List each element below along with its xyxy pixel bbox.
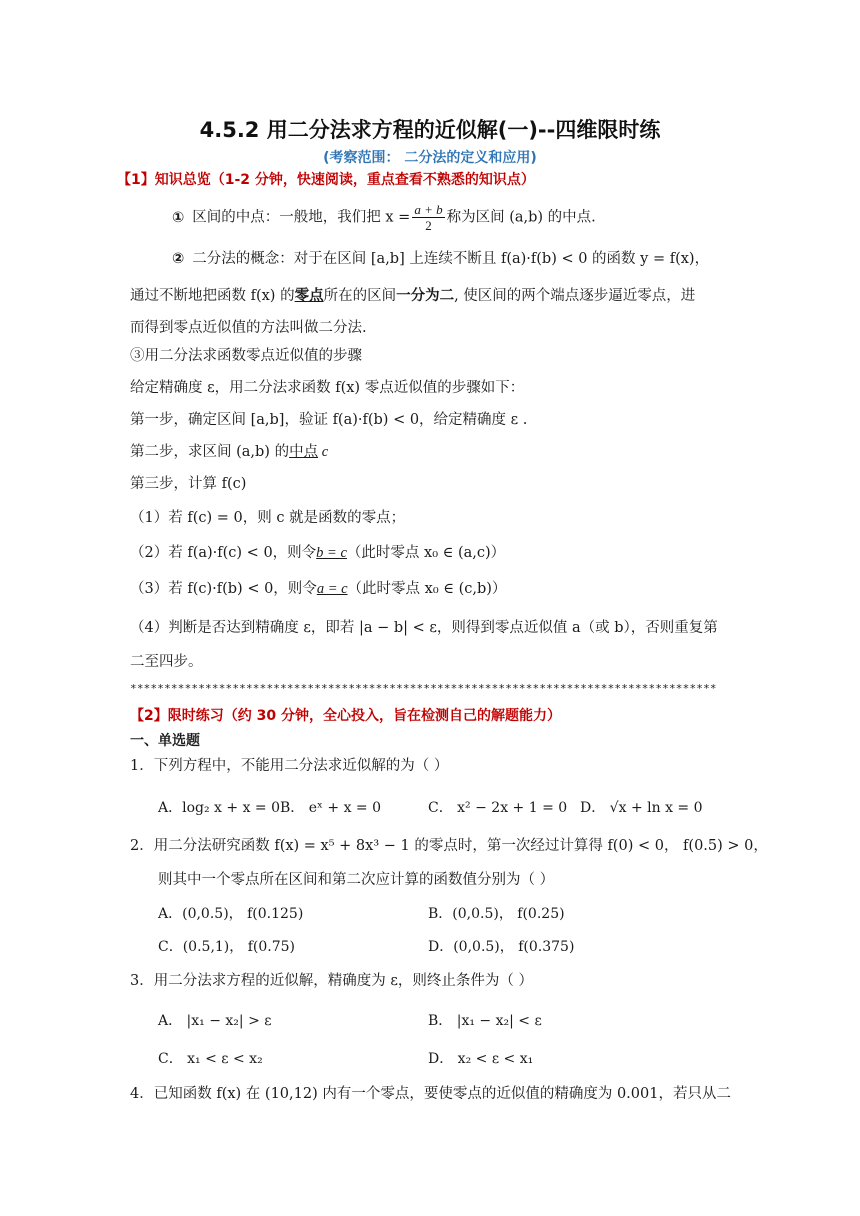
single-choice-heading: 一、单选题 bbox=[130, 733, 200, 749]
text-span: 通过不断地把函数 f(x) 的 bbox=[130, 288, 295, 304]
midpoint-definition bbox=[172, 202, 596, 233]
item-number: ① bbox=[172, 209, 185, 226]
bisection-definition-line1 bbox=[172, 249, 709, 269]
question-2-stem-line2: 则其中一个零点所在区间和第二次应计算的函数值分别为（ ） bbox=[158, 872, 555, 888]
text-span: c bbox=[318, 444, 329, 460]
split-in-two-emphasis: 一分为二 bbox=[396, 288, 455, 304]
q2-option-b: B．(0,0.5)， f(0.25) bbox=[428, 906, 565, 922]
text-span: 第二步，求区间 (a,b) 的 bbox=[130, 444, 290, 460]
midpoint-pre: 区间的中点：一般地，我们把 x = bbox=[192, 209, 411, 226]
case-four-line2: 二至四步。 bbox=[130, 654, 203, 670]
q1-option-a: A．log₂ x + x = 0 bbox=[158, 800, 281, 816]
step-three: 第三步，计算 f(c) bbox=[130, 476, 247, 492]
text-span: , 使区间的两个端点逐步逼近零点，进 bbox=[454, 288, 696, 304]
steps-intro: 给定精确度 ε，用二分法求函数 f(x) 零点近似值的步骤如下： bbox=[130, 380, 525, 396]
midpoint-fraction bbox=[412, 202, 444, 233]
case-two bbox=[130, 543, 505, 563]
step-two bbox=[130, 442, 328, 462]
q1-option-b: B． eˣ + x = 0 bbox=[280, 800, 382, 816]
midpoint-post: 称为区间 (a,b) 的中点. bbox=[446, 209, 596, 226]
bisection-definition-line3: 而得到零点近似值的方法叫做二分法. bbox=[130, 320, 367, 336]
case-four-line1: （4）判断是否达到精确度 ε，即若 |a − b| < ε，则得到零点近似值 a（或 b），否则重复第 bbox=[130, 620, 718, 636]
case-three bbox=[130, 579, 506, 599]
q1-option-c: C． x² − 2x + 1 = 0 bbox=[428, 800, 568, 816]
page-subtitle: (考察范围： 二分法的定义和应用) bbox=[323, 150, 537, 166]
text-span: 所在的区间 bbox=[323, 288, 397, 304]
fraction-denominator: 2 bbox=[425, 218, 432, 233]
q3-option-c: C． x₁ < ε < x₂ bbox=[158, 1051, 263, 1067]
bisection-definition-line2 bbox=[130, 286, 695, 306]
q3-option-d: D． x₂ < ε < x₁ bbox=[428, 1051, 534, 1067]
case-one: （1）若 f(c) = 0，则 c 就是函数的零点； bbox=[130, 510, 406, 526]
text-span: （3）若 f(c)·f(b) < 0，则令 bbox=[130, 581, 317, 597]
text-span: （2）若 f(a)·f(c) < 0，则令 bbox=[130, 545, 317, 561]
q3-option-b: B． |x₁ − x₂| < ε bbox=[428, 1013, 542, 1029]
item-number: ② bbox=[172, 251, 185, 267]
step-one: 第一步，确定区间 [a,b]，验证 f(a)·f(b) < 0，给定精确度 ε . bbox=[130, 412, 528, 428]
question-4-stem: 4．已知函数 f(x) 在 (10,12) 内有一个零点，要使零点的近似值的精确度为 0.001，若只从二 bbox=[130, 1086, 731, 1102]
page-title: 4.5.2 用二分法求方程的近似解(一)--四维限时练 bbox=[199, 118, 661, 142]
section1-heading: 【1】知识总览（1-2 分钟，快速阅读，重点查看不熟悉的知识点） bbox=[117, 172, 535, 188]
question-2-stem-line1: 2．用二分法研究函数 f(x) = x⁵ + 8x³ − 1 的零点时，第一次经过计算得 f(0) < 0， f(0.5) > 0， bbox=[130, 838, 768, 854]
text-span: （此时零点 x₀ ∈ (c,b)） bbox=[347, 581, 507, 597]
zero-point-emphasis: 零点 bbox=[294, 288, 324, 304]
midpoint-underlined: 中点 bbox=[289, 444, 319, 460]
section2-heading: 【2】限时练习（约 30 分钟，全心投入，旨在检测自己的解题能力） bbox=[130, 708, 561, 724]
q2-option-a: A．(0,0.5)， f(0.125) bbox=[158, 906, 304, 922]
steps-title: ③用二分法求函数零点近似值的步骤 bbox=[130, 348, 362, 364]
question-3-stem: 3．用二分法求方程的近似解，精确度为 ε，则终止条件为（ ） bbox=[130, 973, 533, 989]
q2-option-d: D．(0,0.5)， f(0.375) bbox=[428, 939, 575, 955]
separator-stars: ************************************************************************************** bbox=[130, 682, 717, 695]
assign-a-c: a = c bbox=[316, 581, 348, 597]
text-span: （此时零点 x₀ ∈ (a,c)） bbox=[346, 545, 506, 561]
question-1-stem: 1．下列方程中，不能用二分法求近似解的为（ ） bbox=[130, 758, 449, 774]
q2-option-c: C．(0.5,1)， f(0.75) bbox=[158, 939, 295, 955]
bisection-line1-text: 二分法的概念：对于在区间 [a,b] 上连续不断且 f(a)·f(b) < 0 的函数 y = f(x)， bbox=[192, 251, 710, 267]
q3-option-a: A． |x₁ − x₂| > ε bbox=[158, 1013, 272, 1029]
fraction-numerator: a + b bbox=[414, 202, 443, 217]
assign-b-c: b = c bbox=[316, 545, 347, 561]
q1-option-d: D． √x + ln x = 0 bbox=[580, 800, 703, 816]
